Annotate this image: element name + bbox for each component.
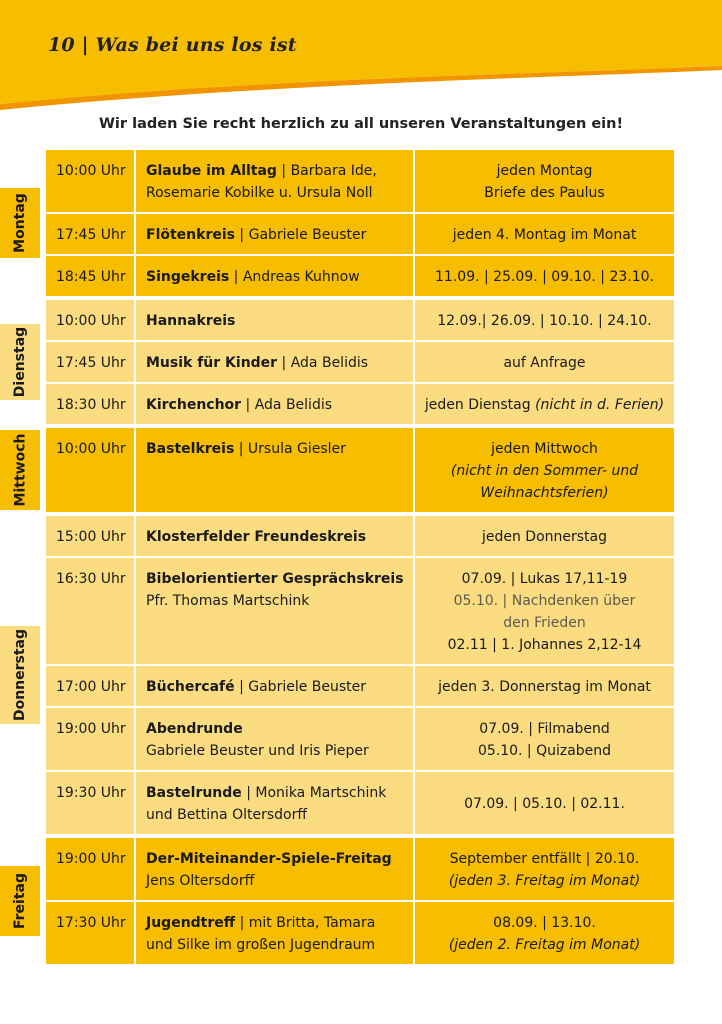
event-schedule <box>415 516 674 556</box>
day-group-donnerstag <box>46 516 674 834</box>
day-tab-donnerstag <box>0 626 40 724</box>
schedule-row <box>46 214 674 256</box>
schedule-line <box>421 793 668 815</box>
schedule-line <box>421 160 668 182</box>
event-details: | Barbara Ide, Rosemarie Kobilke u. Ursula Noll <box>146 163 377 201</box>
schedule-text: (jeden 3. Freitag im Monat) <box>448 873 641 889</box>
event-name: Der-Miteinander-Spiele-Freitag <box>146 851 392 867</box>
schedule-line <box>421 934 668 956</box>
event-schedule <box>415 384 674 424</box>
event-time: 17:00 Uhr <box>46 666 136 706</box>
day-group-dienstag <box>46 300 674 424</box>
schedule-row <box>46 384 674 424</box>
day-group-montag <box>46 150 674 296</box>
event-info <box>136 150 415 212</box>
schedule-line <box>421 676 668 698</box>
event-schedule <box>415 214 674 254</box>
schedule-text: jeden Montag <box>496 163 593 179</box>
day-group-mittwoch <box>46 428 674 512</box>
event-name: Abendrunde <box>146 721 243 737</box>
schedule-table <box>46 150 674 968</box>
schedule-text: (nicht in den Sommer- und <box>450 463 639 479</box>
schedule-text: Briefe des Paulus <box>484 185 605 201</box>
event-time: 17:45 Uhr <box>46 342 136 382</box>
day-tab-freitag <box>0 866 40 936</box>
schedule-row <box>46 558 674 666</box>
event-details: | Monika Martschink und Bettina Oltersdorff <box>146 785 387 823</box>
schedule-row <box>46 902 674 964</box>
event-info <box>136 516 415 556</box>
schedule-line <box>421 848 668 870</box>
event-time: 16:30 Uhr <box>46 558 136 664</box>
schedule-line <box>421 612 668 634</box>
event-info <box>136 666 415 706</box>
page-title: 10 | Was bei uns los ist <box>48 34 297 56</box>
event-schedule <box>415 256 674 296</box>
event-details: | Ada Belidis <box>277 355 369 371</box>
schedule-row <box>46 666 674 708</box>
schedule-note: (nicht in d. Ferien) <box>535 397 665 413</box>
event-info <box>136 902 415 964</box>
event-host: Gabriele Beuster und Iris Pieper <box>146 743 369 759</box>
schedule-row <box>46 838 674 902</box>
schedule-text: 11.09. | 25.09. | 09.10. | 23.10. <box>435 269 654 285</box>
event-name: Kirchenchor <box>146 397 242 413</box>
event-details: | Gabriele Beuster <box>234 227 367 243</box>
schedule-line <box>421 590 668 612</box>
event-info <box>136 428 415 512</box>
schedule-text: 08.09. | 13.10. <box>493 915 596 931</box>
schedule-line <box>421 526 668 548</box>
event-time: 17:45 Uhr <box>46 214 136 254</box>
schedule-text: jeden 3. Donnerstag im Monat <box>438 679 651 695</box>
day-label: Freitag <box>12 872 28 930</box>
event-info <box>136 838 415 900</box>
event-details: | Ursula Giesler <box>234 441 346 457</box>
day-label: Mittwoch <box>12 433 28 507</box>
schedule-row <box>46 300 674 342</box>
schedule-row <box>46 772 674 834</box>
event-time: 18:45 Uhr <box>46 256 136 296</box>
schedule-row <box>46 708 674 772</box>
schedule-row <box>46 342 674 384</box>
event-name: Bastelrunde <box>146 785 242 801</box>
schedule-text: 05.10. | Nachdenken über <box>453 593 636 609</box>
schedule-line <box>421 740 668 762</box>
event-info <box>136 256 415 296</box>
schedule-row <box>46 428 674 512</box>
event-schedule <box>415 666 674 706</box>
event-time: 15:00 Uhr <box>46 516 136 556</box>
event-name: Bastelkreis <box>146 441 235 457</box>
event-time: 10:00 Uhr <box>46 300 136 340</box>
schedule-text: Weihnachtsferien) <box>480 485 609 501</box>
event-schedule <box>415 708 674 770</box>
event-info <box>136 558 415 664</box>
event-info <box>136 342 415 382</box>
schedule-line <box>421 266 668 288</box>
schedule-line <box>421 482 668 504</box>
event-time: 18:30 Uhr <box>46 384 136 424</box>
event-schedule <box>415 772 674 834</box>
event-name: Glaube im Alltag <box>146 163 277 179</box>
schedule-line <box>421 568 668 590</box>
event-schedule <box>415 150 674 212</box>
day-tab-mittwoch <box>0 430 40 510</box>
event-details: | Gabriele Beuster <box>234 679 367 695</box>
schedule-text: 02.11 | 1. Johannes 2,12-14 <box>447 637 642 653</box>
event-name: Singekreis <box>146 269 230 285</box>
event-host: Pfr. Thomas Martschink <box>146 593 310 609</box>
schedule-text: jeden Donnerstag <box>481 529 608 545</box>
schedule-text: 07.09. | Filmabend <box>479 721 610 737</box>
schedule-line <box>421 182 668 204</box>
event-schedule <box>415 902 674 964</box>
schedule-text: (jeden 2. Freitag im Monat) <box>448 937 641 953</box>
schedule-line <box>421 310 668 332</box>
event-host: Jens Oltersdorff <box>146 873 255 889</box>
event-details: | Andreas Kuhnow <box>229 269 360 285</box>
schedule-text: 12.09.| 26.09. | 10.10. | 24.10. <box>437 313 652 329</box>
schedule-row <box>46 256 674 296</box>
day-tab-montag <box>0 188 40 258</box>
schedule-line <box>421 394 668 416</box>
schedule-text: 05.10. | Quizabend <box>477 743 612 759</box>
event-name: Jugendtreff <box>146 915 236 931</box>
schedule-row <box>46 150 674 214</box>
event-name: Bibelorientierter Gesprächskreis <box>146 571 404 587</box>
day-label: Dienstag <box>12 326 29 398</box>
schedule-line <box>421 438 668 460</box>
schedule-line <box>421 460 668 482</box>
event-time: 19:30 Uhr <box>46 772 136 834</box>
event-name: Hannakreis <box>146 313 236 329</box>
schedule-text: jeden Dienstag <box>424 397 536 413</box>
schedule-text: auf Anfrage <box>503 355 586 371</box>
event-time: 17:30 Uhr <box>46 902 136 964</box>
schedule-line <box>421 718 668 740</box>
event-info <box>136 214 415 254</box>
event-name: Büchercafé <box>146 679 235 695</box>
event-schedule <box>415 300 674 340</box>
schedule-line <box>421 352 668 374</box>
event-schedule <box>415 558 674 664</box>
event-schedule <box>415 428 674 512</box>
schedule-line <box>421 912 668 934</box>
event-time: 19:00 Uhr <box>46 838 136 900</box>
day-group-freitag <box>46 838 674 964</box>
event-name: Flötenkreis <box>146 227 235 243</box>
event-schedule <box>415 342 674 382</box>
event-info <box>136 300 415 340</box>
schedule-row <box>46 516 674 558</box>
schedule-line <box>421 634 668 656</box>
event-time: 10:00 Uhr <box>46 150 136 212</box>
event-name: Musik für Kinder <box>146 355 278 371</box>
schedule-text: den Frieden <box>503 615 586 631</box>
day-label: Montag <box>12 193 28 253</box>
schedule-text: jeden Mittwoch <box>491 441 598 457</box>
day-label: Donnerstag <box>12 628 29 722</box>
day-tab-dienstag <box>0 324 40 400</box>
event-details: | Ada Belidis <box>241 397 333 413</box>
event-info <box>136 384 415 424</box>
schedule-text: September entfällt | 20.10. <box>449 851 640 867</box>
schedule-text: jeden 4. Montag im Monat <box>452 227 637 243</box>
event-info <box>136 772 415 834</box>
event-info <box>136 708 415 770</box>
event-time: 19:00 Uhr <box>46 708 136 770</box>
event-name: Klosterfelder Freundeskreis <box>146 529 367 545</box>
schedule-line <box>421 870 668 892</box>
event-time: 10:00 Uhr <box>46 428 136 512</box>
event-details: | mit Britta, Tamara und Silke im großen Jugendraum <box>146 915 376 953</box>
event-schedule <box>415 838 674 900</box>
intro-text: Wir laden Sie recht herzlich zu all unseren Veranstaltungen ein! <box>98 116 624 132</box>
schedule-text: 07.09. | 05.10. | 02.11. <box>464 796 625 812</box>
schedule-text: 07.09. | Lukas 17,11-19 <box>461 571 628 587</box>
schedule-line <box>421 224 668 246</box>
